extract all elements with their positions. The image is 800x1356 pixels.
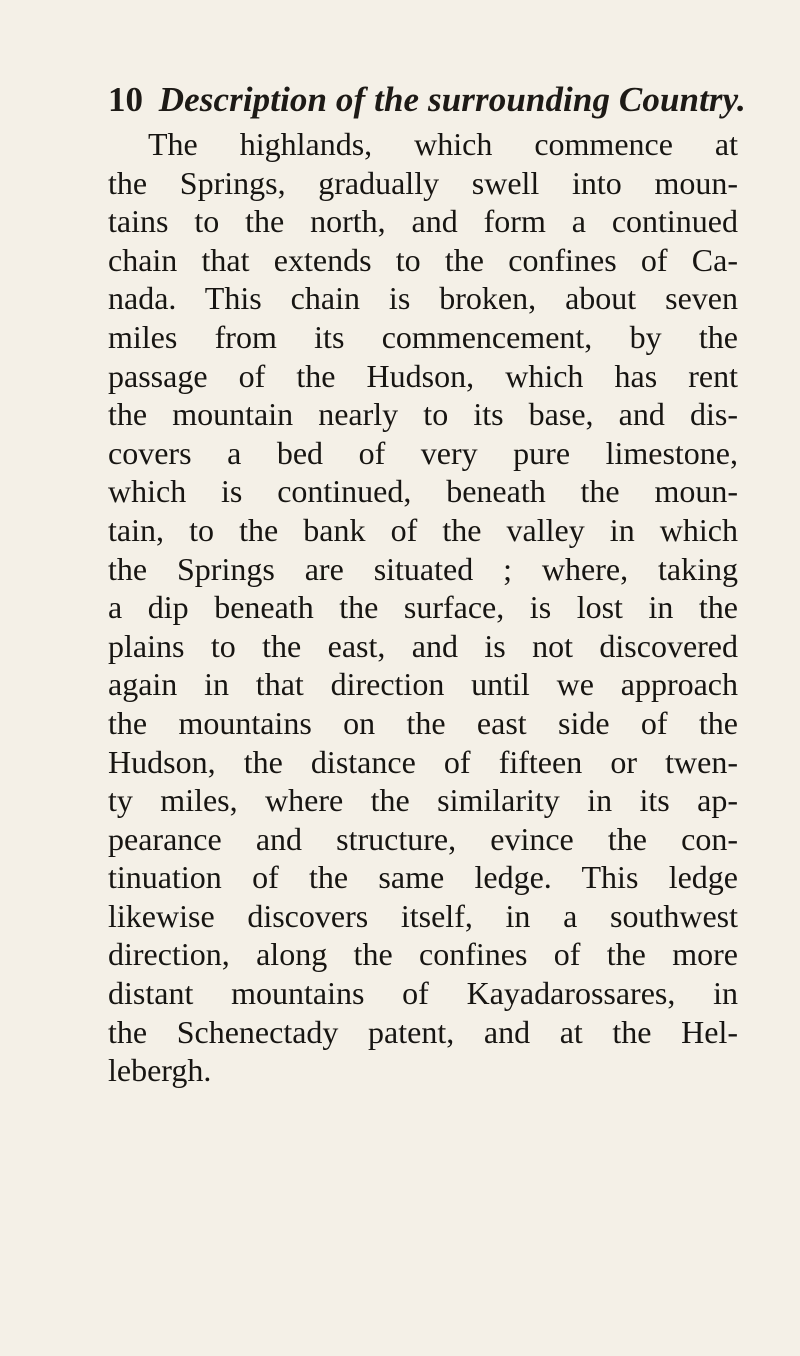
text-line: chain that extends to the confines of Ca- — [108, 241, 738, 278]
text-line: nada. This chain is broken, about seven — [108, 280, 738, 317]
text-line: pearance and structure, evince the con- — [108, 820, 738, 857]
text-line: a dip beneath the surface, is lost in the — [108, 589, 738, 626]
text-line: likewise discovers itself, in a southwest — [108, 897, 738, 934]
text-line: passage of the Hudson, which has rent — [108, 357, 738, 394]
text-line: miles from its commencement, by the — [108, 318, 738, 355]
running-head — [108, 78, 748, 122]
text-line: plains to the east, and is not discovered — [108, 627, 738, 664]
text-line: covers a bed of very pure limestone, — [108, 434, 738, 471]
text-line: Hudson, the distance of fifteen or twen- — [108, 743, 738, 780]
text-line: the Springs are situated ; where, taking — [108, 550, 738, 587]
page-number: 10 — [108, 80, 143, 119]
text-line: tinuation of the same ledge. This ledge — [108, 859, 738, 896]
text-line: again in that direction until we approach — [108, 666, 738, 703]
text-line: The highlands, which commence at — [148, 126, 738, 162]
text-line: direction, along the confines of the more — [108, 936, 738, 973]
text-line: distant mountains of Kayadarossares, in — [108, 975, 738, 1012]
text-line: lebergh. — [108, 1052, 212, 1089]
text-line: the Schenectady patent, and at the Hel- — [108, 1013, 738, 1050]
text-line: tains to the north, and form a continued — [108, 203, 738, 240]
running-title: Description of the surrounding Country. — [158, 80, 746, 119]
text-line: tain, to the bank of the valley in which — [108, 511, 738, 548]
body-paragraph — [108, 125, 738, 1225]
text-line: the Springs, gradually swell into moun- — [108, 164, 738, 201]
text-line: the mountain nearly to its base, and dis- — [108, 396, 738, 433]
text-line: ty miles, where the similarity in its ap- — [108, 782, 738, 819]
text-line: which is continued, beneath the moun- — [108, 473, 738, 510]
text-line: the mountains on the east side of the — [108, 704, 738, 741]
